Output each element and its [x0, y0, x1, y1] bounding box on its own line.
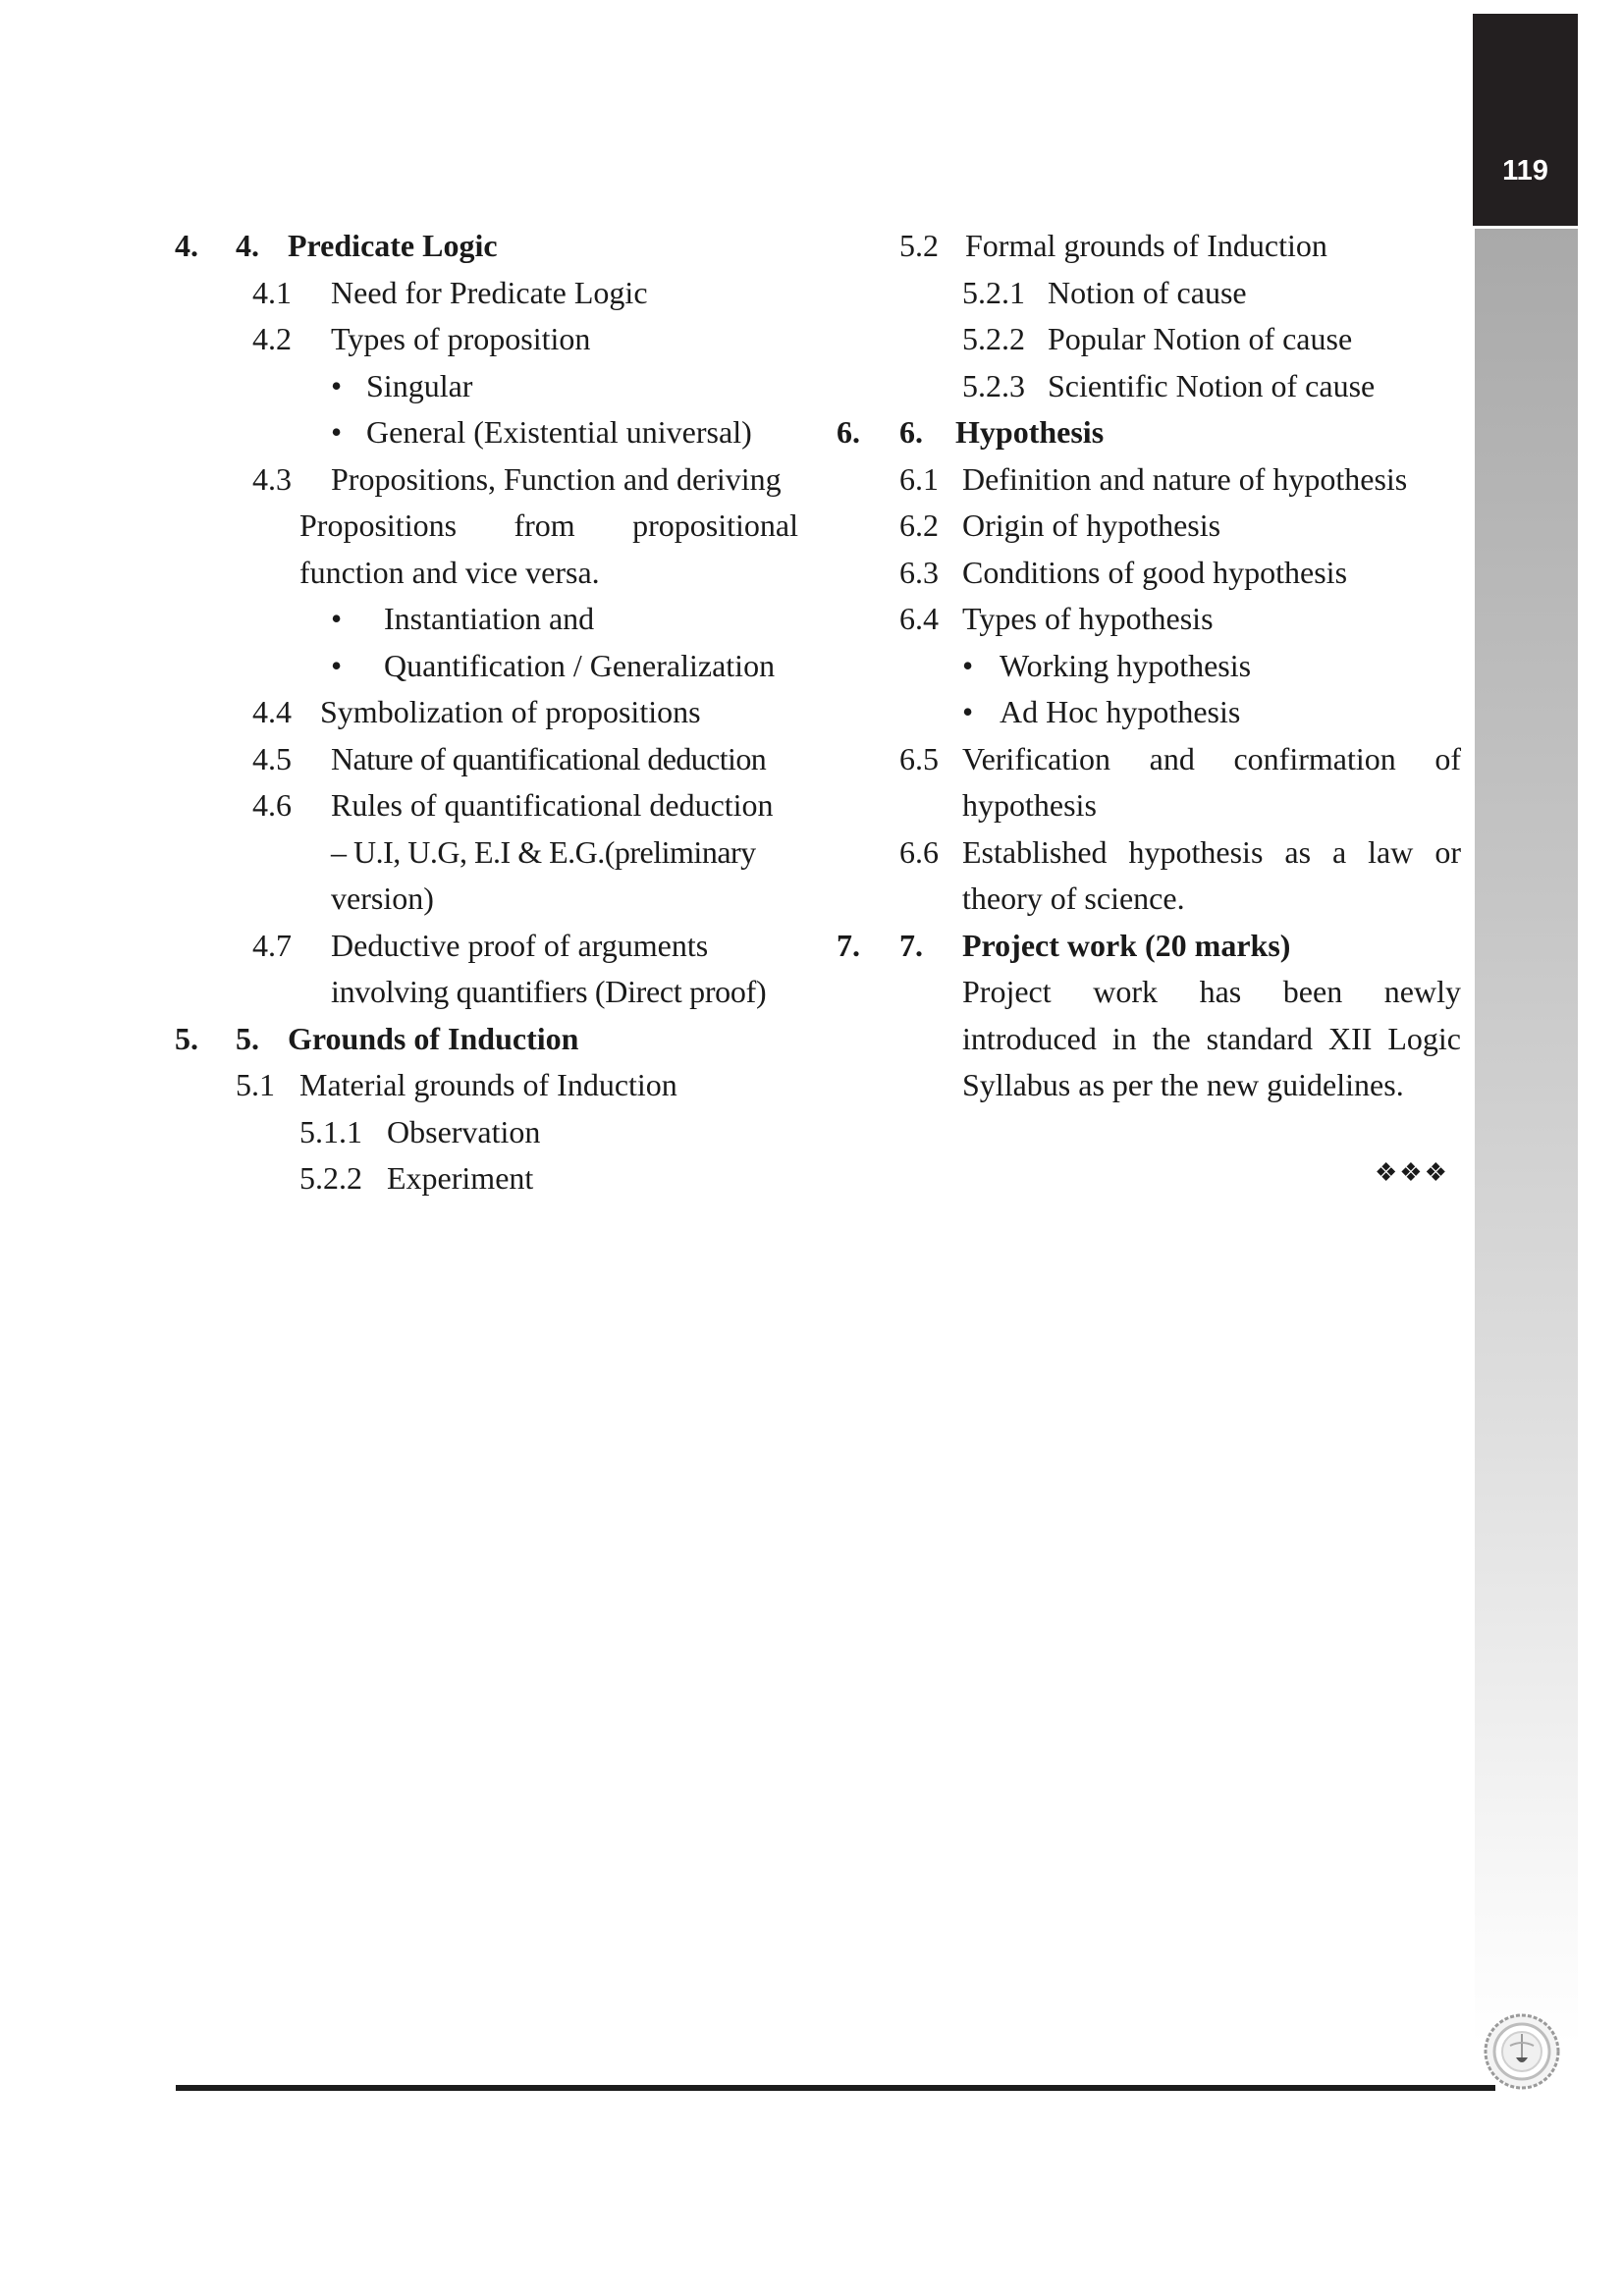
item-number: 6.6 — [899, 834, 939, 870]
page-number-tab — [1473, 14, 1578, 226]
item-number: 5.1 — [236, 1067, 275, 1102]
item-number: 5.1.1 — [299, 1114, 362, 1149]
bullet-icon: • — [331, 414, 343, 450]
emblem-icon — [1483, 2012, 1561, 2091]
section-outer-number: 5. — [175, 1021, 198, 1056]
item-number: 4.4 — [252, 694, 292, 729]
item-text: Scientific Notion of cause — [1048, 368, 1376, 403]
item-number: 5.2 — [899, 228, 939, 263]
body-text: introduced in the standard XII Logic — [962, 1021, 1461, 1056]
item-number: 6.2 — [899, 507, 939, 543]
end-ornament-icon: ❖❖❖ — [1375, 1158, 1449, 1187]
item-number: 5.2.2 — [299, 1160, 362, 1196]
side-gradient-bar — [1475, 229, 1578, 2045]
item-text-cont: function and vice versa. — [299, 555, 600, 590]
bullet-icon: • — [331, 368, 343, 403]
item-text-cont: involving quantifiers (Direct proof) — [331, 974, 767, 1009]
item-text: Conditions of good hypothesis — [962, 555, 1348, 590]
item-text: Popular Notion of cause — [1048, 321, 1353, 356]
section-inner-number: 6. — [899, 414, 923, 450]
item-text: Verification and confirmation of — [962, 741, 1461, 776]
item-text: Propositions, Function and deriving — [331, 461, 782, 497]
item-text: Need for Predicate Logic — [331, 275, 648, 310]
section-heading: Predicate Logic — [288, 228, 498, 263]
item-number: 4.5 — [252, 741, 292, 776]
item-text: Nature of quantificational deduction — [331, 741, 767, 776]
item-text-cont: version) — [331, 881, 434, 916]
item-text-cont: hypothesis — [962, 787, 1097, 823]
item-text: Observation — [387, 1114, 541, 1149]
item-text: Rules of quantificational deduction — [331, 787, 774, 823]
item-text: Symbolization of propositions — [320, 694, 701, 729]
section-outer-number: 7. — [837, 928, 860, 963]
item-text: Experiment — [387, 1160, 534, 1196]
bullet-text: Quantification / Generalization — [384, 648, 776, 683]
item-number: 5.2.2 — [962, 321, 1025, 356]
body-text: Syllabus as per the new guidelines. — [962, 1067, 1404, 1102]
item-text: Formal grounds of Induction — [965, 228, 1327, 263]
section-inner-number: 4. — [236, 228, 259, 263]
item-number: 4.6 — [252, 787, 292, 823]
section-outer-number: 6. — [837, 414, 860, 450]
bullet-text: Working hypothesis — [1000, 648, 1252, 683]
section-heading: Project work (20 marks) — [962, 928, 1291, 963]
footer-rule — [176, 2085, 1495, 2091]
item-number: 5.2.3 — [962, 368, 1025, 403]
bullet-icon: • — [962, 648, 974, 683]
item-text: Definition and nature of hypothesis — [962, 461, 1408, 497]
item-text-cont: – U.I, U.G, E.I & E.G.(preliminary — [331, 834, 756, 870]
item-text: Types of proposition — [331, 321, 591, 356]
section-heading: Hypothesis — [955, 414, 1105, 450]
item-number: 6.1 — [899, 461, 939, 497]
bullet-icon: • — [962, 694, 974, 729]
item-number: 4.7 — [252, 928, 292, 963]
item-text: Established hypothesis as a law or — [962, 834, 1461, 870]
bullet-text: General (Existential universal) — [366, 414, 752, 450]
item-text: Types of hypothesis — [962, 601, 1214, 636]
bullet-icon: • — [331, 648, 343, 683]
item-number: 5.2.1 — [962, 275, 1025, 310]
item-number: 4.2 — [252, 321, 292, 356]
item-number: 6.5 — [899, 741, 939, 776]
item-text-cont: theory of science. — [962, 881, 1185, 916]
section-inner-number: 7. — [899, 928, 923, 963]
item-text-cont: Propositions from propositional — [299, 507, 798, 543]
section-outer-number: 4. — [175, 228, 198, 263]
item-text: Notion of cause — [1048, 275, 1247, 310]
bullet-text: Singular — [366, 368, 473, 403]
item-number: 4.3 — [252, 461, 292, 497]
item-number: 6.4 — [899, 601, 939, 636]
page-number: 119 — [1502, 155, 1548, 187]
section-inner-number: 5. — [236, 1021, 259, 1056]
bullet-text: Instantiation and — [384, 601, 595, 636]
bullet-text: Ad Hoc hypothesis — [1000, 694, 1241, 729]
item-number: 4.1 — [252, 275, 292, 310]
item-text: Material grounds of Induction — [299, 1067, 677, 1102]
section-heading: Grounds of Induction — [288, 1021, 579, 1056]
item-number: 6.3 — [899, 555, 939, 590]
bullet-icon: • — [331, 601, 343, 636]
item-text: Origin of hypothesis — [962, 507, 1221, 543]
body-text: Project work has been newly — [962, 974, 1461, 1009]
item-text: Deductive proof of arguments — [331, 928, 709, 963]
